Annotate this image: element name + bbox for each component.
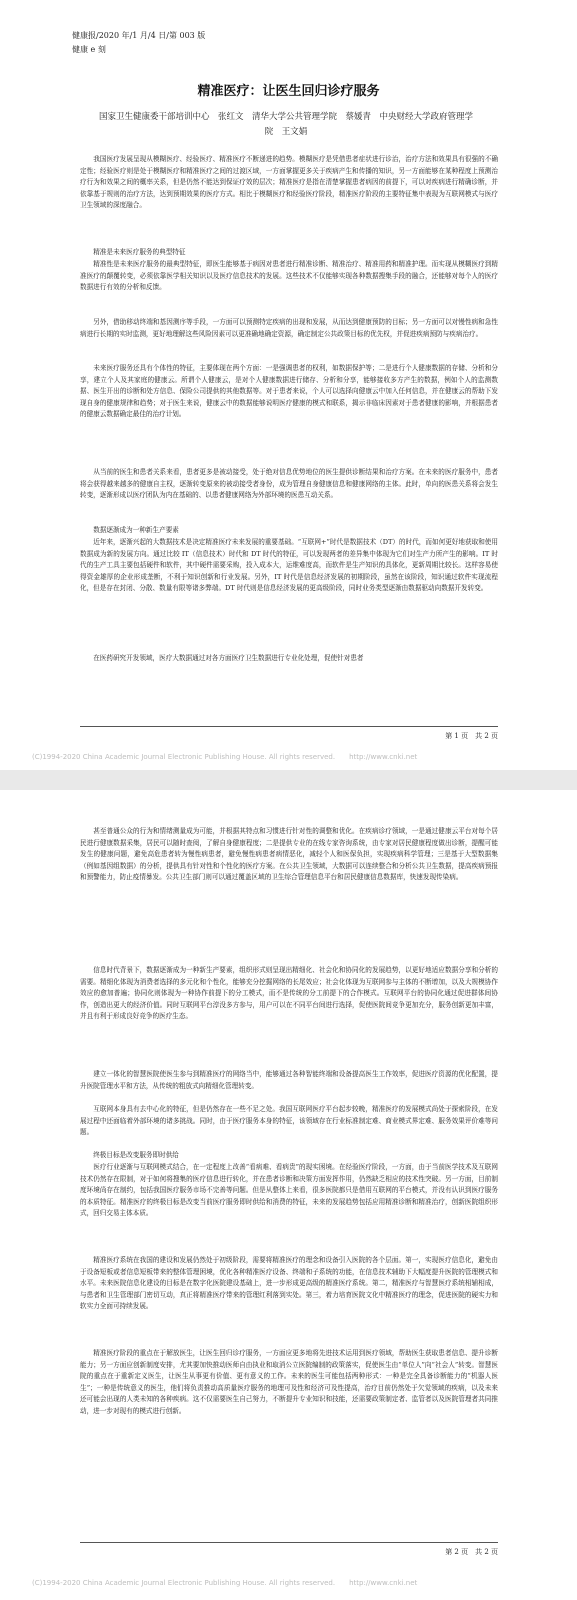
- footer-rule: [80, 1542, 498, 1543]
- copyright-notice: (C)1994-2020 China Academic Journal Electronic Publishing House. All rights reserved. http://www.cnki.net: [32, 1579, 418, 1587]
- footer-rule: [80, 726, 498, 727]
- paragraph: 互联网本身具有去中心化的特征，但是仍然存在一些不足之处。我国互联网医疗平台起步较晚，精准医疗的发展模式尚处于探索阶段，在发展过程中还面临着外部环境的诸多挑战。同时，由于医疗服务本身的特征，该领域存在行业标准制定难、商业模式界定难、服务效果评价难等问题。: [80, 1105, 498, 1137]
- page-2: [0, 790, 577, 1600]
- page-number: 第 1 页 共 2 页: [445, 732, 498, 740]
- section-heading: 精准是未来医疗服务的典型特征: [93, 248, 186, 256]
- paragraph: 我国医疗发展呈现从模糊医疗、经验医疗、精准医疗不断递进的趋势。模糊医疗是凭借患者症状进行诊治，治疗方法和效果具有很强的不确定性；经验医疗则是处于模糊医疗和精准医疗之间的过渡区域，一方面掌握更多关于疾病产生和传播的知识，另一方面能够在某种程度上预测治疗行为和效果之间的概率关系，但是仍然不能达到保证疗效的层次；精准医疗是指在清楚掌握患者病因的前提下，可以对疾病进行精确诊断，并依靠基于规则的治疗方法，达到预期效果的医疗方式。相比于模糊医疗和经验医疗阶段，精准医疗阶段的主要特征集中表现为互联网模式与医疗卫生领域的深度融合。: [80, 155, 498, 210]
- paragraph: 精准性是未来医疗服务的最典型特征，即医生能够基于病因对患者进行精准诊断、精准治疗、精准用药和精准护理。而实现从模糊医疗到精准医疗的颠覆转变，必须依靠医学相关知识以及医疗信息技术的发展。这些技术不仅能够实现各种数据搜集手段的融合，还能够对每个人的医疗数据进行有效的分析和反馈。: [80, 260, 498, 292]
- paragraph: 甚至普通公众的行为和情绪测量成为可能，并根据其特点和习惯进行针对性的调整和优化。在疾病诊疗领域，一是通过健康云平台对每个居民进行健康数据采集，居民可以随时查阅，了解自身健康程度；二是提供专业的在线专家咨询系统，由专家对居民健康程度做出诊断，提醒可能发生的健康问题，避免高危患者转为慢性病患者，避免慢性病患者病情恶化，减轻个人和医保负担，实现疾病科学管理；三是基于大型数据集（例如基因组数据）的分析，提供具有针对性和个性化的医疗方案。在公共卫生领域，大数据可以连续整合和分析公共卫生数据，提高疾病预报和预警能力，防止疫情暴发。公共卫生部门则可以通过覆盖区域的卫生综合管理信息平台和居民健康信息数据库，快速发现传染病。: [80, 827, 498, 882]
- page-1-body: [80, 154, 498, 665]
- section-heading: 终极目标是改变服务即时供给: [93, 1151, 179, 1159]
- paragraph: 精准医疗系统在我国的建设和发展仍然处于初级阶段，需要将精准医疗的理念和设备引入医院的各个层面。第一，实现医疗信息化，避免由于设备短板或者信息短板带来的整体管理困境，优化各种精准医疗设备、终端和子系统的功能，在信息技术辅助下大幅度提升医院的管理模式和水平。未来医院信息化建设的目标是在数字化医院建设基础上，进一步形成更高级的精准医疗系统。第二，精准医疗与智慧医疗系统相辅相成，与患者和卫生管理部门密切互动，真正将精准医疗带来的管理红利落到实处。第三，着力培育医院文化中精准医疗的理念，促进医院的硬实力和软实力全面可持续发展。: [80, 1256, 498, 1311]
- paragraph: 信息时代背景下，数据逐渐成为一种新生产要素，组织形式则呈现出精细化、社会化和协同化的发展趋势，以更好地适应数据分享和分析的需要。精细化体现为消费者选择的多元化和个性化，能够充分挖掘网络的长尾效应；社会化体现为互联网参与主体的不断增加，以及大规模协作效应的愈加普遍；协同化则体现为一种协作前提下的分工模式，而不是传统的分工前提下的合作模式。互联网平台的协同化通过促进群体间协作，创造出更大的经济价值。同时互联网平台淳没多方参与，用户可以在不同平台间进行选择，促使医院间竞争更加充分，服务创新更加丰富，并且有利于形成良好竞争的医疗生态。: [80, 966, 498, 1021]
- page-2-body: [80, 826, 498, 1464]
- column-name: 健康 e 刻: [72, 45, 106, 54]
- paragraph: 精准医疗阶段的重点在于解放医生，让医生回归诊疗服务，一方面应更多地将先进技术运用到医疗领域，帮助医生获取患者信息、提升诊断能力；另一方面应创新制度安排，尤其要加快推动医师自由执业和取消公立医院编制的政策落实，促使医生由“单位人”向“社会人”转变。智慧医院的重点在于重新定义医生，让医生从事更有价值、更有意义的工作。未来的医生可能包括两种形式：一种是完全具备诊断能力的“机器人医生”；一种是传统意义的医生，他们将负责推动高质量医疗服务的地理可及性和经济可及性提高，治疗目前仍然处于欠觉领域的疾病，以及未来还可能会出现的人类未知的各种疾病。这不仅需要医生自己努力，不断提升专业知识和技能，还需要政策制定者、监管者以及医院管理者共同推动，进一步对现有的模式进行创新。: [80, 1349, 498, 1415]
- paragraph: 在医药研究开发领域，医疗大数据通过对各方面医疗卫生数据进行专业化处理，促使针对患者: [93, 654, 364, 662]
- newspaper-issue-line: 健康报/2020 年/1 月/4 日/第 003 版: [72, 31, 206, 40]
- paragraph: 另外，借助移动终端和基因测序等手段，一方面可以预测特定疾病的出现和发展，从而达到健康预防的目标；另一方面可以对慢性病和急性病进行长期的实时监测，更好地理解这些风险因素可以更准确地确定资源，确定制定公共政策目标的优先权，并促进疾病预防与疾病治疗。: [80, 318, 498, 338]
- article-title: 精准医疗：让医生回归诊疗服务: [197, 84, 380, 99]
- page-1: [0, 0, 577, 770]
- paragraph: 建立一体化的智慧医院使医生参与到精准医疗的网络当中，能够通过各种智能终端和设备提高医生工作效率，促进医疗资源的优化配置，提升医院管理水平和方法，从传统的粗放式向精细化管理转变。: [80, 1070, 498, 1090]
- copyright-notice: (C)1994-2020 China Academic Journal Electronic Publishing House. All rights reserved. http://www.cnki.net: [32, 753, 418, 761]
- paragraph: 从当前的医生和患者关系来看，患者更多是被动接受，处于绝对信息优势地位的医生提供诊断结果和治疗方案。在未来的医疗服务中，患者将会获得越来越多的健康自主权，逐渐转变原来的被动接受者身份，成为管理自身健康信息和健康网络的主体。此时，单向的医患关系将会发生转变，逐渐形成以医疗团队为内在基础的、以患者健康网络为外部环境的医患互动关系。: [80, 468, 498, 500]
- paragraph: 近年来，逐渐兴起的大数据技术是决定精准医疗未来发展的重要基础。“互联网+”时代是数据技术（DT）的时代，而如何更好地获取和使用数据成为新的发展方向。通过比较 IT（信息技术）时代和 DT 时代的特征，可以发现两者的差异集中体现为它们对生产力所产生的影响。IT 时代的生产工具主要包括硬件和软件，其中硬件需要采购，投入成本大，运维难度高，而软件是生产知识的具体化，更新周期比较长。这样容易使得资金雄厚的企业形成垄断，不利于知识创新和行业发展。另外，IT 时代是信息经济发展的初期阶段，虽然在该阶段，知识通过软件实现流程化，但是存在封闭、分散、数量有限等诸多弊端。DT 时代则是信息经济发展的更高级阶段，同时业务类型逐渐由数据驱动向数据开发转变。: [80, 538, 498, 593]
- page-number: 第 2 页 共 2 页: [445, 1548, 498, 1556]
- paragraph: 医疗行业逐渐与互联网模式结合，在一定程度上改善“看病难、看病贵”的现实困境。在经验医疗阶段，一方面，由于当前医学技术及互联网技术仍然存在限制，对于如何将搜集的医疗信息进行转化，并在患者诊断和决策方面发挥作用，仍然缺乏相应的技术性突破。另一方面，目前制度环境尚存在制约，包括我国医疗服务市场不完善等问题。但是从整体上来看，很多医院都只是借用互联网的平台模式，并没有认识到医疗服务的本质特征。精准医疗的终极目标是改变当前医疗服务即时供给和消费的特征，未来的发展趋势包括应用精准诊断和精准治疗，创新医院组织形式，回归交易主体本质。: [80, 1163, 498, 1218]
- section-heading: 数据逐渐成为一种新生产要素: [93, 526, 179, 534]
- page-separator: [0, 770, 577, 790]
- article-authors: 国家卫生健康委干部培训中心 张红文 清华大学公共管理学院 蔡媛青 中央财经大学政府管理学院 王文娟: [98, 112, 473, 137]
- paragraph: 未来医疗服务还具有个体性的特征，主要体现在两个方面：一是强调患者的权利，如数据保护等；二是进行个人健康数据的存储、分析和分享，建立个人及其家庭的健康云。所谓个人健康云，是对个人健康数据进行储存、分析和分享，能够接收多方产生的数据，例如个人的监测数据、医生开出的诊断和处方信息、保险公司提供的其他数据等。对于患者来说，个人可以选择向健康云中加入任何信息，并在健康云的帮助下发现自身的健康规律和趋势；对于医生来说，健康云中的数据能够说明医疗健康的模式和联系，揭示非临床因素对于患者健康的影响，并根据患者的健康云数据确定最佳的治疗计划。: [80, 364, 498, 419]
